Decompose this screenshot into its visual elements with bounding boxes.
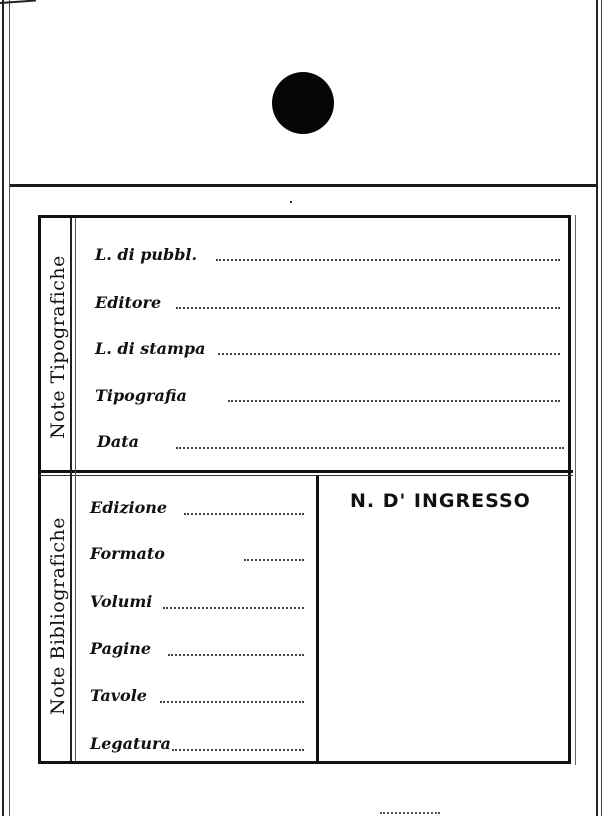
field-line-volumes[interactable] [163, 606, 304, 609]
field-line-printer[interactable] [228, 399, 560, 402]
card-right-edge [596, 0, 598, 816]
fold-dot [290, 201, 292, 203]
field-line-publisher[interactable] [176, 306, 560, 309]
field-label-place-of-printing: L. di stampa [95, 339, 206, 358]
field-line-place-of-printing[interactable] [218, 352, 560, 355]
bibliographic-notes-heading: Note Bibliografiche [47, 516, 69, 716]
frame-right-rule [575, 215, 576, 765]
fold-line [10, 184, 596, 187]
typographic-notes-heading: Note Tipografiche [47, 255, 69, 439]
field-line-place-of-publication[interactable] [216, 258, 560, 261]
section-divider-thin [38, 475, 573, 476]
field-label-place-of-publication: L. di pubbl. [95, 245, 198, 264]
card-right-edge-inner [601, 0, 602, 816]
field-label-format: Formato [90, 544, 165, 563]
column-divider [316, 476, 319, 762]
field-label-pages: Pagine [90, 639, 152, 658]
field-label-publisher: Editore [95, 293, 162, 312]
field-line-edition[interactable] [184, 512, 304, 515]
bottom-dotted-marks [380, 811, 440, 814]
punch-hole [272, 72, 334, 134]
field-line-pages[interactable] [168, 653, 304, 656]
section-divider [38, 470, 573, 473]
field-label-binding: Legatura [90, 734, 171, 753]
corner-mark [0, 0, 36, 4]
side-rule-thin [75, 218, 76, 761]
field-line-plates[interactable] [160, 700, 304, 703]
field-label-plates: Tavole [90, 686, 147, 705]
field-label-volumes: Volumi [90, 592, 153, 611]
field-line-format[interactable] [244, 558, 304, 561]
field-line-date[interactable] [176, 446, 564, 449]
card-left-edge [2, 0, 4, 816]
field-line-binding[interactable] [172, 748, 304, 751]
field-label-edition: Edizione [90, 498, 168, 517]
field-label-date: Data [97, 432, 139, 451]
field-label-printer: Tipografia [95, 386, 187, 405]
entry-number-label: N. D' INGRESSO [350, 490, 531, 512]
card-left-edge-inner [9, 0, 10, 816]
